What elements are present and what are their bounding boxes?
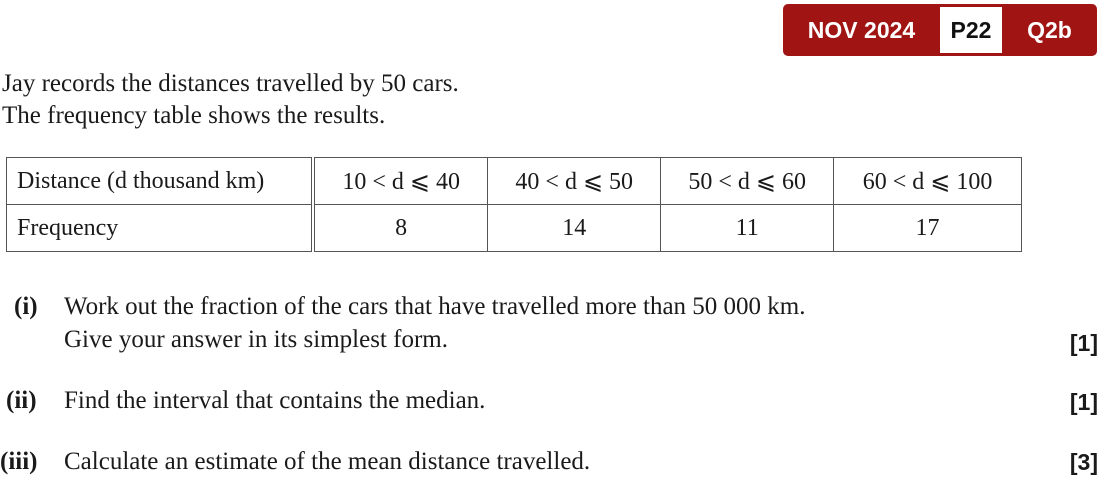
marks-label: [1] [1069, 389, 1098, 415]
table-row [7, 205, 1022, 252]
interval-cell: 10 < d ⩽ 40 [313, 158, 488, 205]
question-number: (iii) [0, 448, 38, 475]
frequency-cell: 17 [834, 205, 1022, 252]
frequency-cell: 11 [661, 205, 834, 252]
question-ii [0, 387, 1100, 421]
frequency-header: Frequency [7, 205, 314, 252]
interval-cell: 60 < d ⩽ 100 [834, 158, 1022, 205]
question-iii [0, 448, 1100, 478]
distance-header: Distance (d thousand km) [7, 158, 314, 205]
question-text: Work out the fraction of the cars that have travelled more than 50 000 km. [64, 293, 806, 320]
question-badge [783, 4, 1097, 56]
marks-label: [1] [1069, 330, 1098, 356]
question-number: (ii) [6, 387, 37, 414]
table-row [7, 158, 1022, 205]
interval-cell: 40 < d ⩽ 50 [488, 158, 661, 205]
question-number: (i) [14, 293, 38, 320]
question-i [0, 293, 1100, 363]
interval-cell: 50 < d ⩽ 60 [661, 158, 834, 205]
question-text: Give your answer in its simplest form. [64, 326, 448, 353]
frequency-cell: 14 [488, 205, 661, 252]
question-text: Calculate an estimate of the mean distance travelled. [64, 448, 591, 475]
intro-text [2, 68, 459, 132]
intro-line: The frequency table shows the results. [2, 102, 386, 129]
marks-label: [3] [1069, 449, 1098, 475]
intro-line: Jay records the distances travelled by 50 cars. [2, 70, 459, 97]
question-text: Find the interval that contains the median. [64, 387, 486, 414]
frequency-table [6, 157, 1022, 252]
question-label: Q2b [1027, 16, 1072, 43]
frequency-cell: 8 [313, 205, 488, 252]
paper-label: P22 [940, 7, 1002, 53]
exam-date-label: NOV 2024 [807, 16, 916, 43]
